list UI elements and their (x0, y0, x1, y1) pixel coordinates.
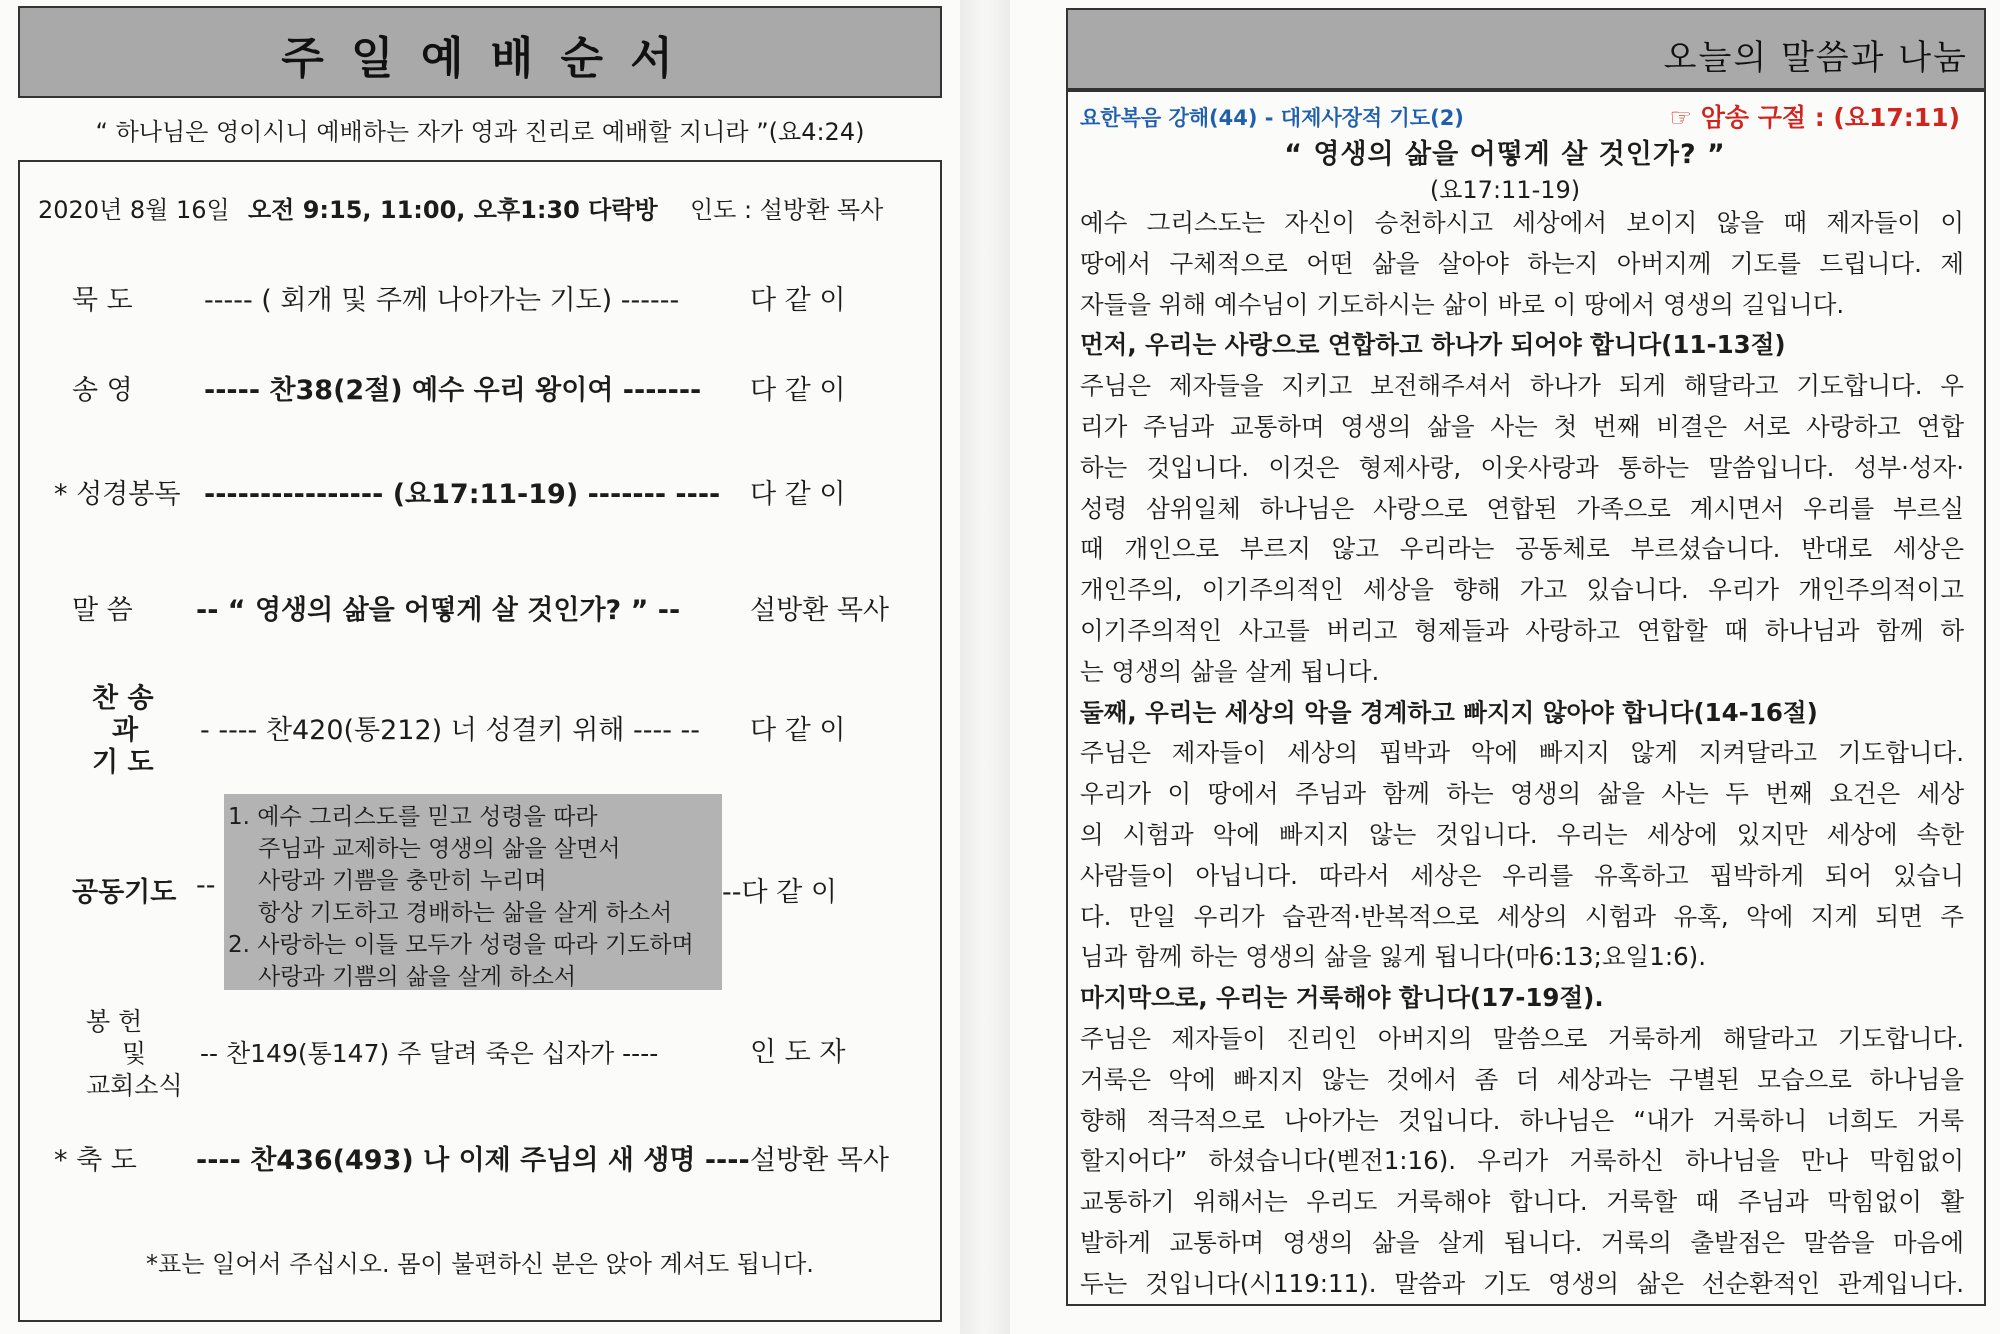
sermon-line: 사람들이 아닙니다. 따라서 세상은 우리를 유혹하고 핍박하게 되어 있습니 (1080, 860, 1964, 890)
sermon-line: 개인주의, 이기주의적인 세상을 향해 가고 있습니다. 우리가 개인주의적이고 (1080, 575, 1964, 605)
order-label: * 축 도 (54, 1145, 137, 1176)
order-row-silent-prayer (20, 278, 940, 318)
worship-order-header (18, 6, 942, 98)
order-content: ----- ( 회개 및 주께 나아가는 기도) ------ (204, 285, 680, 316)
sermon-line: 다. 만일 우리가 습관적·반복적으로 세상의 시험과 유혹, 악에 지게 되면 주 (1080, 901, 1964, 931)
prayer-line: 1. 예수 그리스도를 믿고 성령을 따라 (228, 804, 598, 830)
service-leader: 인도 : 설방환 목사 (690, 196, 884, 224)
service-date: 2020년 8월 16일 (38, 196, 230, 224)
order-label: 묵 도 (72, 285, 133, 316)
sermon-header-title: 오늘의 말씀과 나눔 (1663, 38, 1968, 78)
prayer-line: 사랑과 기쁨의 삶을 살게 하소서 (258, 964, 577, 990)
order-content: -- (196, 870, 216, 901)
order-performer: 다 같 이 (750, 285, 846, 316)
sermon-line: 예수 그리스도는 자신이 승천하시고 세상에서 보이지 않을 때 제자들이 이 (1080, 208, 1964, 237)
sermon-line: 성령 삼위일체 하나님은 사랑으로 연합된 가족으로 계시면서 우리를 부르실 (1080, 493, 1964, 523)
sermon-line: 교통하기 위해서는 우리도 거룩해야 합니다. 거룩할 때 주님과 막힘없이 활 (1080, 1187, 1964, 1217)
sermon-point-heading: 둘째, 우리는 세상의 악을 경계하고 빠지지 않아야 합니다(14-16절) (1080, 697, 1818, 727)
order-performer: 다 같 이 (750, 479, 846, 510)
order-performer: 다 같 이 (750, 715, 846, 746)
order-label-line: 및 (122, 1039, 147, 1068)
order-content: - ---- 찬420(통212) 너 성결키 위해 ---- -- (200, 715, 701, 746)
sermon-line: 주님은 제자들이 세상의 핍박과 악에 빠지지 않게 지켜달라고 기도합니다. (1080, 738, 1964, 768)
footnote: *표는 일어서 주십시오. 몸이 불편하신 분은 앉아 계셔도 됩니다. (146, 1250, 814, 1278)
sermon-line: 때 개인으로 부르지 않고 우리라는 공동체로 부르셨습니다. 반대로 세상은 (1080, 534, 1964, 564)
order-performer: 인 도 자 (750, 1037, 846, 1068)
worship-order-title: 주 일 예 배 순 서 (281, 33, 679, 84)
sermon-line: 의 시험과 악에 빠지지 않는 것입니다. 우리는 세상에 있지만 세상에 속한 (1080, 820, 1964, 849)
sermon-line: 는 영생의 삶을 살게 됩니다. (1080, 656, 1380, 686)
sermon-line: 두는 것입니다(시119:11). 말씀과 기도 영생의 삶은 선순환적인 관계입니다. (1080, 1268, 1964, 1298)
prayer-line: 주님과 교제하는 영생의 삶을 살면서 (258, 836, 621, 862)
prayer-line: 2. 사랑하는 이들 모두가 성령을 따라 기도하며 (228, 932, 694, 958)
sermon-line: 땅에서 구체적으로 어떤 삶을 살아야 하는지 아버지께 기도를 드립니다. 제 (1080, 248, 1964, 278)
order-row-benediction (20, 1138, 940, 1178)
order-row-scripture (20, 472, 940, 512)
sermon-title: “ 영생의 삶을 어떻게 살 것인가? ” (1284, 139, 1726, 170)
order-label-line: 기 도 (92, 747, 154, 778)
prayer-line: 사랑과 기쁨을 충만히 누리며 (258, 868, 547, 894)
sermon-line: 하는 것입니다. 이것은 형제사랑, 이웃사랑과 통하는 말씀입니다. 성부·성자· (1080, 452, 1964, 482)
sermon-line: 거룩은 악에 빠지지 않는 것에서 좀 더 세상과는 구별된 모습으로 하나님을 (1080, 1064, 1964, 1094)
sermon-line: 주님은 제자들을 지키고 보전해주셔서 하나가 되게 해달라고 기도합니다. 우 (1080, 371, 1964, 401)
sermon-line: 리가 주님과 교통하며 영생의 삶을 사는 첫 번째 비결은 서로 사랑하고 연합 (1080, 412, 1964, 441)
order-performer: 다 같 이 (750, 375, 846, 406)
theme-verse: “ 하나님은 영이시니 예배하는 자가 영과 진리로 예배할 지니라 ”(요4:24) (95, 118, 865, 146)
order-performer: --다 같 이 (722, 877, 837, 908)
order-row-offering (20, 1002, 940, 1102)
sermon-line: 자들을 위해 예수님이 기도하시는 삶이 바로 이 땅에서 영생의 길입니다. (1080, 289, 1845, 319)
order-performer: 설방환 목사 (750, 1145, 889, 1176)
order-label-line: 교회소식 (86, 1071, 183, 1100)
sermon-series: 요한복음 강해(44) - 대제사장적 기도(2) (1080, 106, 1464, 130)
order-label: 말 씀 (72, 595, 133, 626)
order-label: 공동기도 (72, 877, 177, 908)
sermon-reference: (요17:11-19) (1429, 176, 1581, 204)
sermon-line: 우리가 이 땅에서 주님과 함께 하는 영생의 삶을 사는 두 번째 요건은 세상 (1080, 779, 1964, 809)
order-label-line: 과 (112, 715, 139, 746)
order-content: -- “ 영생의 삶을 어떻게 살 것인가? ” -- (196, 595, 681, 626)
order-content: ---------------- (요17:11-19) ------- ---- (204, 479, 721, 510)
order-label: * 성경봉독 (54, 479, 181, 510)
order-label-line: 찬 송 (92, 683, 154, 714)
sermon-line: 할지어다” 하셨습니다(벧전1:16). 우리가 거룩하신 하나님을 만나 막힘없이 (1080, 1146, 1964, 1176)
sermon-line: 님과 함께 하는 영생의 삶을 잃게 됩니다(마6:13;요일1:6). (1080, 942, 1707, 972)
service-times: 오전 9:15, 11:00, 오후1:30 다락방 (248, 196, 658, 224)
sermon-line: 발하게 교통하며 영생의 삶을 살게 됩니다. 거룩의 출발점은 말씀을 마음에 (1080, 1228, 1964, 1257)
order-content: ---- 찬436(493) 나 이제 주님의 새 생명 ---- (196, 1145, 750, 1176)
order-row-sermon (20, 588, 940, 628)
sermon-point-heading: 먼저, 우리는 사랑으로 연합하고 하나가 되어야 합니다(11-13절) (1080, 330, 1786, 360)
prayer-line: 항상 기도하고 경배하는 삶을 살게 하소서 (258, 900, 673, 926)
sermon-line: 향해 적극적으로 나아가는 것입니다. 하나님은 “내가 거룩하니 너희도 거룩 (1080, 1105, 1964, 1135)
order-row-hymn-prayer (20, 676, 940, 776)
page-fold (960, 0, 1010, 1334)
order-label: 송 영 (72, 375, 133, 406)
sermon-header (1066, 8, 1986, 90)
order-content: ----- 찬38(2절) 예수 우리 왕이여 ------- (204, 375, 702, 406)
order-content: -- 찬149(통147) 주 달려 죽은 십자가 ---- (200, 1039, 659, 1068)
memory-verse: ☞ 암송 구절 : (요17:11) (1669, 103, 1960, 132)
worship-order-box (18, 160, 942, 1322)
order-performer: 설방환 목사 (750, 595, 889, 626)
sermon-line: 이기주의적인 사고를 버리고 형제들과 사랑하고 연합할 때 하나님과 함께 하 (1080, 616, 1964, 645)
sermon-line: 주님은 제자들이 진리인 아버지의 말씀으로 거룩하게 해달라고 기도합니다. (1080, 1024, 1964, 1053)
corporate-prayer-box (224, 794, 722, 990)
sermon-point-heading: 마지막으로, 우리는 거룩해야 합니다(17-19절). (1080, 983, 1604, 1013)
order-label-line: 봉 헌 (86, 1007, 143, 1036)
order-row-praise (20, 368, 940, 408)
worship-order-page (0, 0, 960, 1334)
